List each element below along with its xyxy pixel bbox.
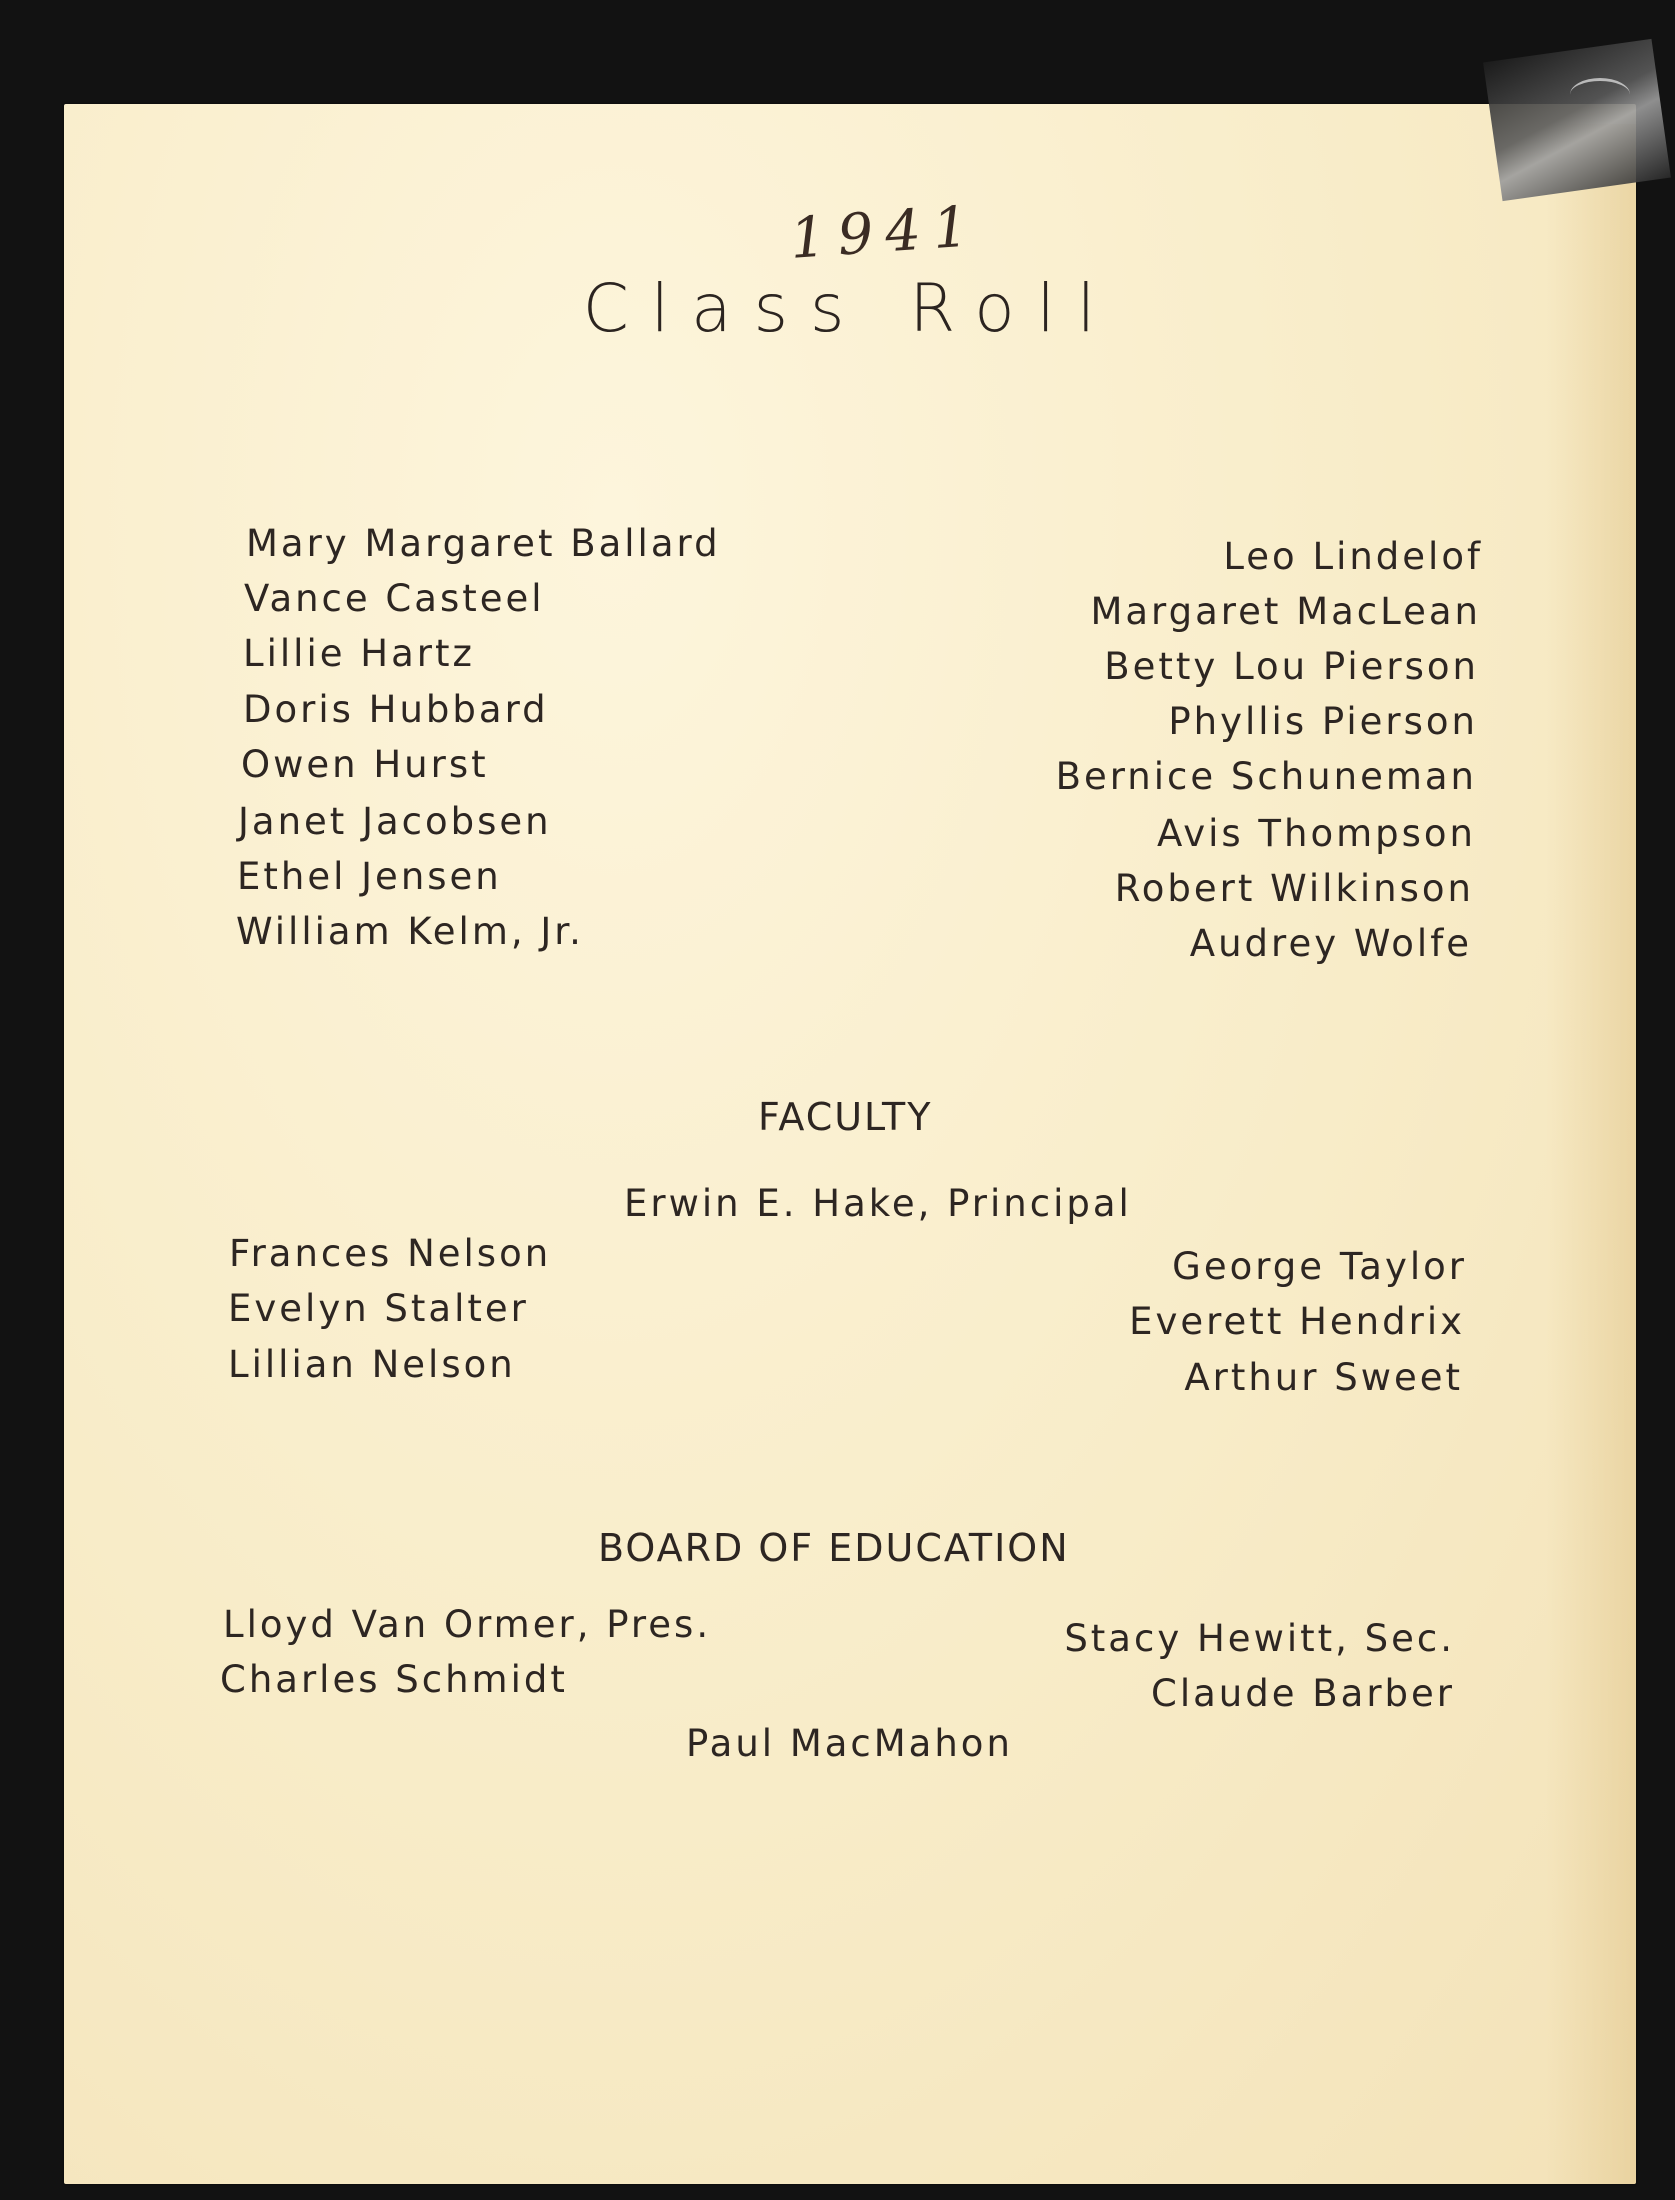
- document-page: [64, 104, 1636, 2184]
- class-roll-right-name: Betty Lou Pierson: [1104, 645, 1479, 688]
- board-heading: BOARD OF EDUCATION: [598, 1526, 1070, 1570]
- principal-name: Erwin E. Hake, Principal: [624, 1182, 1132, 1225]
- handwritten-year: 1941: [787, 193, 983, 272]
- faculty-right-name: Arthur Sweet: [1184, 1356, 1463, 1399]
- board-right-name: Claude Barber: [1151, 1672, 1455, 1715]
- class-roll-left-name: Doris Hubbard: [243, 688, 549, 731]
- class-roll-right-name: Bernice Schuneman: [1055, 755, 1477, 798]
- class-roll-right-name: Phyllis Pierson: [1168, 700, 1478, 743]
- faculty-right-name: George Taylor: [1172, 1245, 1467, 1288]
- class-roll-right-name: Margaret MacLean: [1090, 590, 1481, 633]
- class-roll-left-name: William Kelm, Jr.: [236, 910, 584, 953]
- board-left-name: Lloyd Van Ormer, Pres.: [223, 1603, 712, 1646]
- class-roll-left-name: Janet Jacobsen: [238, 800, 552, 843]
- page-title: Class Roll: [582, 270, 1118, 347]
- faculty-left-name: Lillian Nelson: [228, 1343, 516, 1386]
- board-left-name: Charles Schmidt: [220, 1658, 568, 1701]
- board-right-name: Stacy Hewitt, Sec.: [1064, 1617, 1455, 1660]
- faculty-left-name: Frances Nelson: [229, 1232, 552, 1275]
- class-roll-right-name: Audrey Wolfe: [1189, 922, 1472, 965]
- faculty-right-name: Everett Hendrix: [1129, 1300, 1465, 1343]
- faculty-heading: FACULTY: [758, 1095, 933, 1139]
- faculty-left-name: Evelyn Stalter: [228, 1287, 529, 1330]
- tape-glare: [1570, 78, 1630, 111]
- board-center-name: Paul MacMahon: [686, 1722, 1013, 1765]
- paper-stain: [1546, 124, 1636, 2184]
- class-roll-left-name: Lillie Hartz: [243, 632, 475, 675]
- class-roll-left-name: Ethel Jensen: [237, 855, 502, 898]
- tape-corner: [1483, 39, 1671, 201]
- class-roll-left-name: Vance Casteel: [244, 577, 545, 620]
- class-roll-right-name: Avis Thompson: [1157, 812, 1476, 855]
- class-roll-left-name: Owen Hurst: [241, 743, 489, 786]
- class-roll-left-name: Mary Margaret Ballard: [246, 522, 721, 565]
- class-roll-right-name: Robert Wilkinson: [1114, 867, 1474, 910]
- class-roll-right-name: Leo Lindelof: [1223, 535, 1483, 578]
